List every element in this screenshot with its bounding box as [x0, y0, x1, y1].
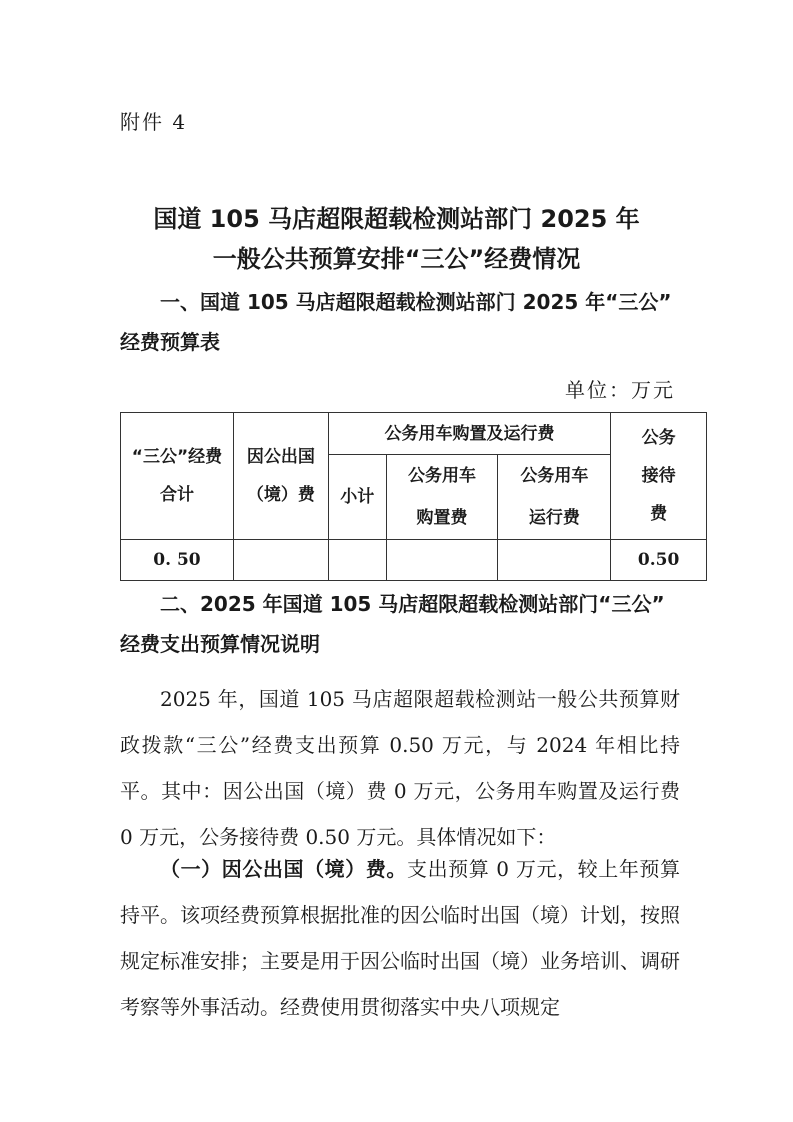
header-total: “三公”经费合计	[121, 413, 234, 540]
paragraph-1: 2025 年，国道 105 马店超限超载检测站一般公共预算财政拨款“三公”经费支出预算 0.50 万元，与 2024 年相比持平。其中：因公出国（境）费 0 万元，公务用车购置及运行费 0 万元，公务接待费 0.50 万元。具体情况如下：	[120, 687, 680, 849]
value-purchase	[386, 540, 498, 581]
title-line-2: 一般公共预算安排“三公”经费情况	[212, 245, 581, 273]
attachment-label: 附件 4	[120, 110, 188, 134]
value-operation	[498, 540, 611, 581]
unit-label: 单位：万元	[565, 378, 675, 402]
table-row	[121, 540, 707, 581]
value-subtotal	[328, 540, 386, 581]
paragraph-2	[120, 846, 680, 1030]
header-reception: 公务接待费	[611, 413, 707, 540]
header-operation: 公务用车运行费	[498, 455, 611, 540]
paragraph-2-body: 支出预算 0 万元，较上年预算持平。该项经费预算根据批准的因公临时出国（境）计划，按照规定标准安排；主要是用于因公临时出国（境）业务培训、调研考察等外事活动。经费使用贯彻落实中央八项规定	[120, 857, 680, 1019]
section2-heading-line-2: 经费支出预算情况说明	[120, 632, 320, 656]
section1-heading-line-1: 一、国道 105 马店超限超载检测站部门 2025 年“三公”	[160, 290, 672, 314]
value-total: 0. 50	[121, 540, 234, 581]
header-purchase: 公务用车购置费	[386, 455, 498, 540]
value-reception: 0.50	[611, 540, 707, 581]
budget-table	[120, 412, 707, 581]
header-abroad: 因公出国（境）费	[233, 413, 328, 540]
header-vehicle-group: 公务用车购置及运行费	[328, 413, 610, 455]
value-abroad	[233, 540, 328, 581]
section1-heading-line-2: 经费预算表	[120, 330, 220, 354]
section2-heading-line-1: 二、2025 年国道 105 马店超限超载检测站部门“三公”	[160, 592, 665, 616]
header-subtotal: 小计	[328, 455, 386, 540]
title-line-1: 国道 105 马店超限超载检测站部门 2025 年	[153, 205, 640, 233]
paragraph-2-lead: （一）因公出国（境）费。	[160, 857, 407, 881]
